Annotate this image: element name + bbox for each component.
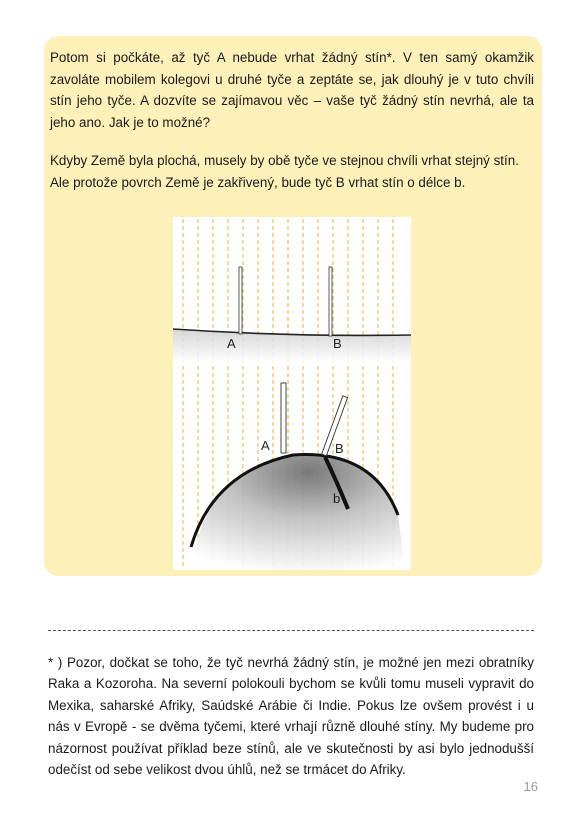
flat-label-a: A (227, 336, 236, 351)
paragraph-explanation: Kdyby Země byla plochá, musely by obě tyče ve stejnou chvíli vrhat stejný stín. Ale protože povrch Země je zakřivený, bude tyč B vrhat stín o délce b. (50, 153, 519, 190)
round-label-a: A (261, 438, 270, 453)
paragraph-intro: Potom si počkáte, až tyč A nebude vrhat žádný stín*. V ten samý okamžik zavoláte mobilem kolegovi u druhé tyče a zeptáte se, jak dlouhý je v tuto chvíli stín jeho tyče. A dozvíte se zajímavou věc – vaše tyč žádný stín nevrhá, ale ta jeho ano. Jak je to možné? (50, 50, 534, 130)
footnote-separator (48, 630, 534, 631)
page-number: 16 (523, 779, 538, 794)
round-earth-diagram (191, 383, 405, 570)
shadow-illustration (173, 217, 411, 570)
flat-earth-diagram (173, 267, 411, 363)
shadow-figure (173, 217, 411, 570)
round-label-shadow: b (333, 491, 341, 506)
flat-pole-b (329, 267, 332, 336)
round-pole-a (281, 383, 286, 453)
round-label-b: B (335, 441, 344, 456)
flat-label-b: B (333, 336, 342, 351)
footnote-text: * ) Pozor, dočkat se toho, že tyč nevrhá žádný stín, je možné jen mezi obratníky Raka a Kozoroha. Na severní polokouli bychom se kvůli tomu museli vypravit do Mexika, saharské Afriky, Saúdské Arábie či Indie. Pokus lze ovšem provést i u nás v Evropě - se dvěma tyčemi, které vrhají různě dlouhé stíny. My budeme pro názornost používat příklad beze stínů, ale ve skutečnosti by asi bylo jednodušší odečíst od sebe velikost dvou úhlů, než se trmácet do Afriky. (48, 655, 534, 778)
flat-pole-a (239, 267, 242, 334)
